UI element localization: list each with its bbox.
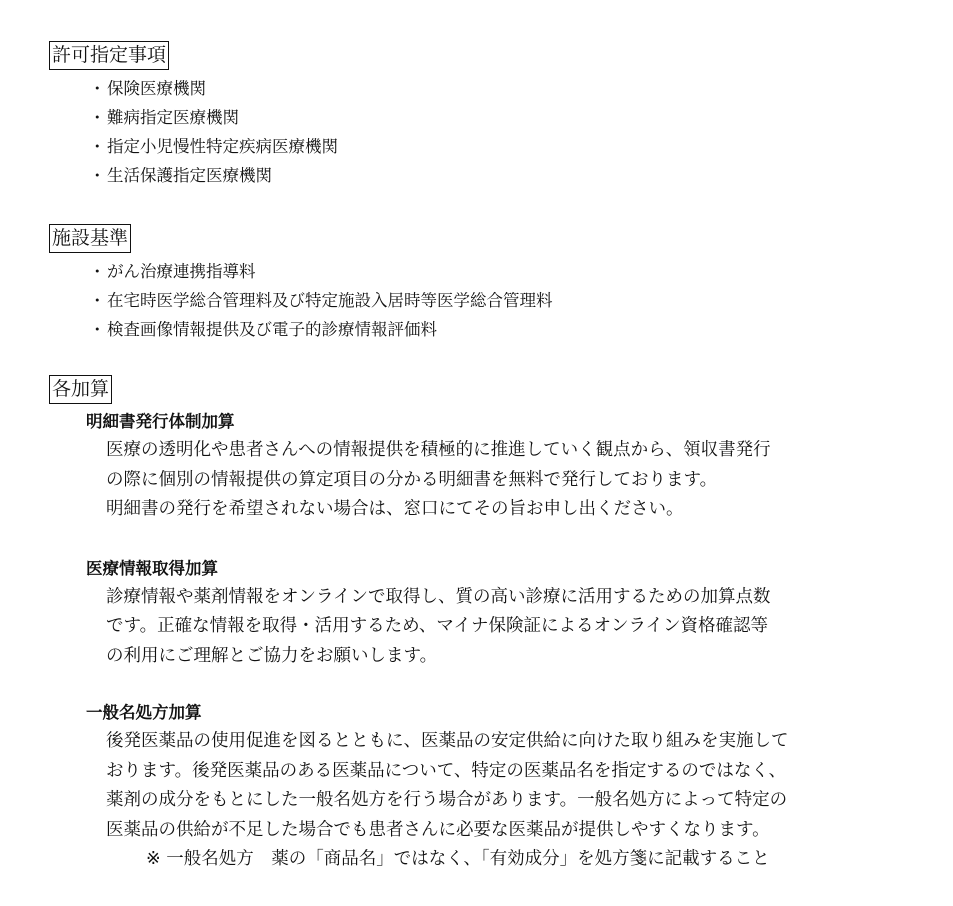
generic-addition-body: 後発医薬品の使用促進を図るとともに、医薬品の安定供給に向けた取り組みを実施して おります。後発医薬品のある医薬品について、特定の医薬品名を指定するのではなく、 薬剤の成分をもとにした一般名処方を行う場合があります。一般名処方によって特定の 医薬品の供給が不足した場合でも患者さんに必要な医薬品が提供しやすくなります。 ※ 一般名処方 薬の「商品名」ではなく、「有効成分」を処方箋に記載すること [106, 727, 909, 875]
permits-section [49, 41, 909, 190]
generic-addition-title: 一般名処方加算 [86, 703, 202, 722]
generic-addition-note: ※ 一般名処方 薬の「商品名」ではなく、「有効成分」を処方箋に記載すること [146, 849, 770, 869]
bullet-icon: ・ [89, 108, 106, 127]
list-item: ・検査画像情報提供及び電子的診療情報評価料 [89, 315, 909, 344]
info-addition-title: 医療情報取得加算 [86, 558, 218, 578]
info-addition [86, 555, 909, 672]
list-item: ・指定小児慢性特定疾病医療機関 [89, 132, 909, 161]
list-item: ・難病指定医療機関 [89, 103, 909, 132]
permits-list [89, 74, 909, 190]
bullet-icon: ・ [89, 291, 106, 310]
list-item: ・在宅時医学総合管理料及び特定施設入居時等医学総合管理料 [89, 286, 909, 315]
statement-addition [86, 408, 909, 525]
info-addition-body: 診療情報や薬剤情報をオンラインで取得し、質の高い診療に活用するための加算点数 です。正確な情報を取得・活用するため、マイナ保険証によるオンライン資格確認等 の利用にご理解とご協力をお願いします。 [106, 586, 771, 666]
statement-addition-body: 医療の透明化や患者さんへの情報提供を積極的に推進していく観点から、領収書発行 の際に個別の情報提供の算定項目の分かる明細書を無料で発行しております。 明細書の発行を希望されない場合は、窓口にてその旨お申し出ください。 [106, 440, 771, 519]
bullet-icon: ・ [89, 137, 106, 156]
additions-section-title: 各加算 [49, 375, 112, 404]
list-item: ・がん治療連携指導料 [89, 257, 909, 286]
generic-addition [86, 699, 909, 875]
bullet-icon: ・ [89, 79, 106, 98]
standards-section-title: 施設基準 [49, 224, 131, 253]
standards-section [49, 224, 909, 344]
statement-addition-title: 明細書発行体制加算 [86, 412, 235, 431]
standards-list [89, 257, 909, 344]
list-item: ・保険医療機関 [89, 74, 909, 103]
bullet-icon: ・ [89, 166, 106, 185]
bullet-icon: ・ [89, 262, 106, 281]
additions-section [49, 375, 909, 875]
permits-section-title: 許可指定事項 [49, 41, 169, 70]
list-item: ・生活保護指定医療機関 [89, 161, 909, 190]
bullet-icon: ・ [89, 320, 106, 339]
